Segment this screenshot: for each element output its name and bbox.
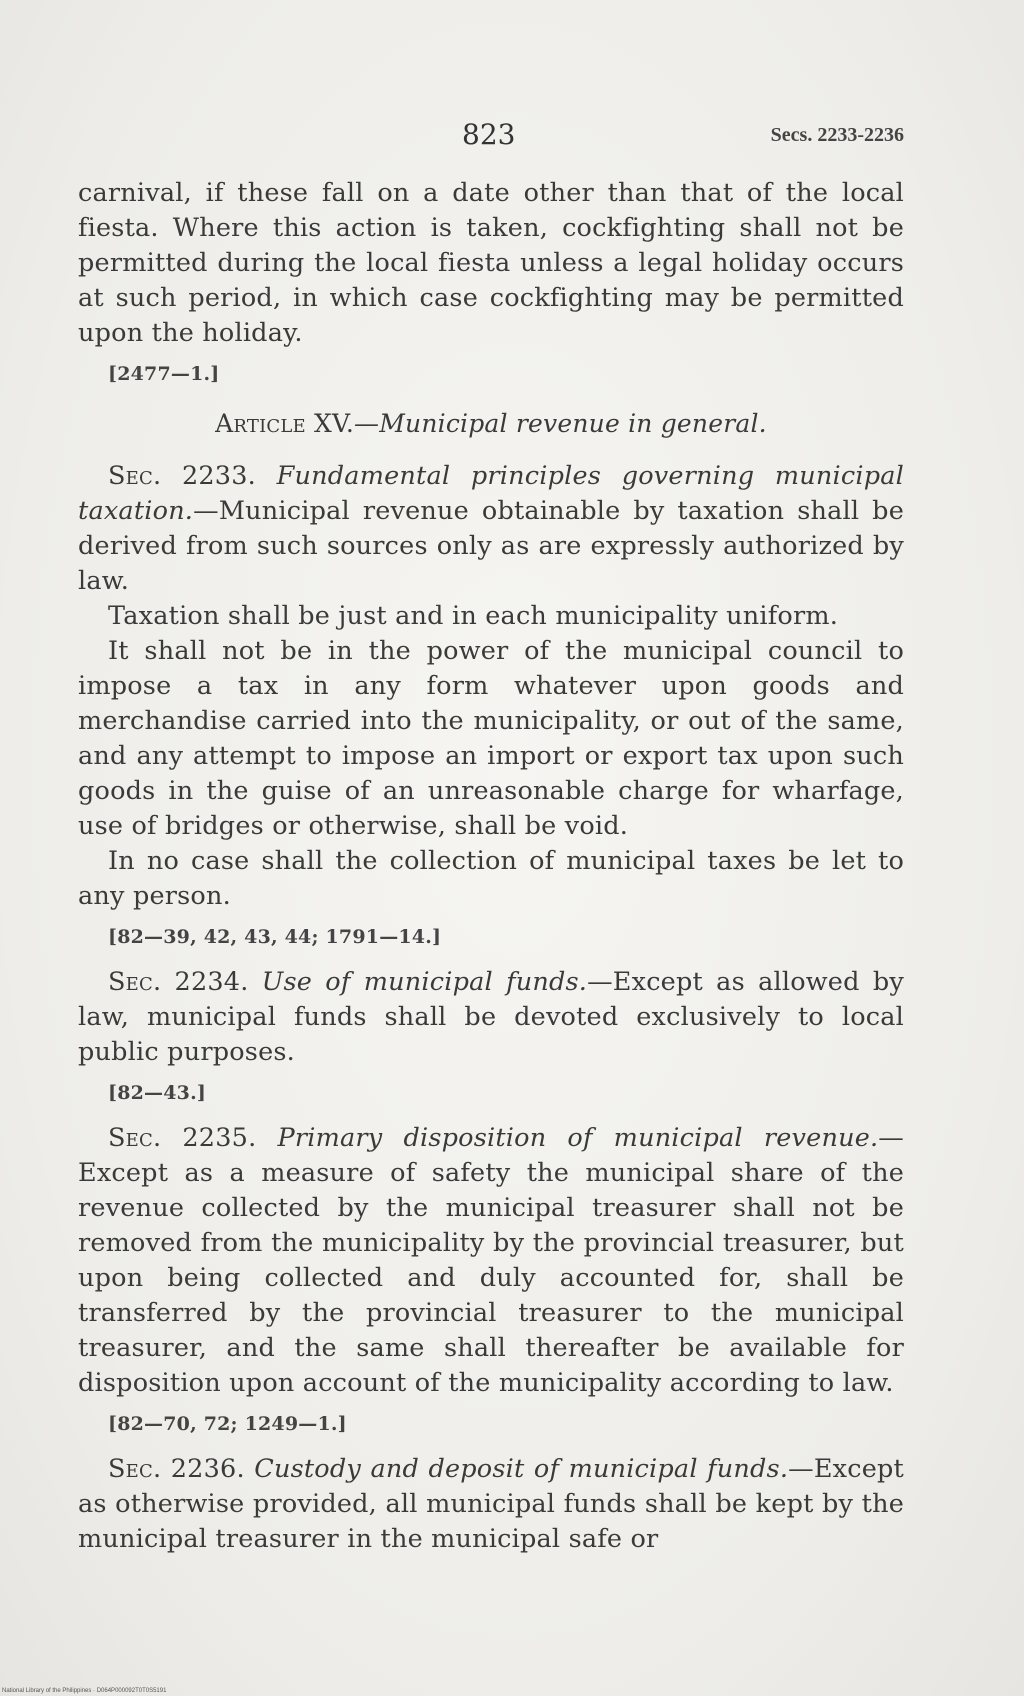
- section-title: Primary disposition of municipal revenue.: [277, 1123, 879, 1153]
- section-2235: [78, 1121, 904, 1401]
- citation: [82—70, 72; 1249—1.]: [108, 1413, 347, 1435]
- paragraph-carnival: carnival, if these fall on a date other than that of the local fiesta. Where this action is taken, cockfighting shall not be permitted during the local fiesta unless a legal holiday occurs at such period, in which case cockfighting may be permitted upon the holiday.: [78, 178, 904, 348]
- section-label: Sec. 2234.: [108, 967, 249, 997]
- article-label: Article XV.: [215, 409, 355, 438]
- article-heading: [78, 406, 904, 441]
- section-text: —Except as allowed by law, municipal funds shall be devoted exclusively to local public purposes.: [78, 967, 904, 1067]
- section-title: Use of municipal funds.: [261, 967, 588, 997]
- section-label: Sec. 2233.: [108, 461, 256, 491]
- citation: [2477—1.]: [108, 363, 220, 385]
- section-2236: [78, 1452, 904, 1557]
- page-number: 823: [462, 118, 516, 151]
- section-label: Sec. 2235.: [108, 1123, 257, 1153]
- page-body: [78, 176, 904, 1557]
- citation: [82—39, 42, 43, 44; 1791—14.]: [108, 926, 442, 948]
- page-header: [78, 118, 904, 158]
- section-title: Fundamental principles governing municipal taxation.: [78, 461, 904, 526]
- paragraph: It shall not be in the power of the municipal council to impose a tax in any form whatever upon goods and merchandise carried into the municipality, or out of the same, and any attempt to impose an import or export tax upon such goods in the guise of an unreasonable charge for wharfage, use of bridges or otherwise, shall be void.: [78, 636, 904, 841]
- section-title: Custody and deposit of municipal funds.: [254, 1454, 789, 1484]
- paragraph: In no case shall the collection of municipal taxes be let to any person.: [78, 846, 904, 911]
- section-text: —Except as otherwise provided, all municipal funds shall be kept by the municipal treasurer in the municipal safe or: [78, 1454, 904, 1554]
- section-text: —Municipal revenue obtainable by taxation shall be derived from such sources only as are expressly authorized by law.: [78, 496, 904, 596]
- section-2234: [78, 965, 904, 1070]
- section-range: Secs. 2233-2236: [770, 124, 904, 146]
- scan-footer-note: National Library of the Philippines · D064P000092T0T0S5191: [2, 1688, 167, 1694]
- citation: [82—43.]: [108, 1082, 207, 1104]
- paragraph: Taxation shall be just and in each municipality uniform.: [108, 601, 839, 631]
- section-label: Sec. 2236.: [108, 1454, 245, 1484]
- section-text: — Except as a measure of safety the municipal share of the revenue collected by the municipal treasurer shall not be removed from the municipality by the provincial treasurer, but upon being collected and duly accounted for, shall be transferred by the provincial treasurer to the municipal treasurer, and the same shall thereafter be available for disposition upon account of the municipality according to law.: [78, 1123, 904, 1398]
- section-2233: [78, 459, 904, 599]
- article-title: —Municipal revenue in general.: [354, 409, 767, 438]
